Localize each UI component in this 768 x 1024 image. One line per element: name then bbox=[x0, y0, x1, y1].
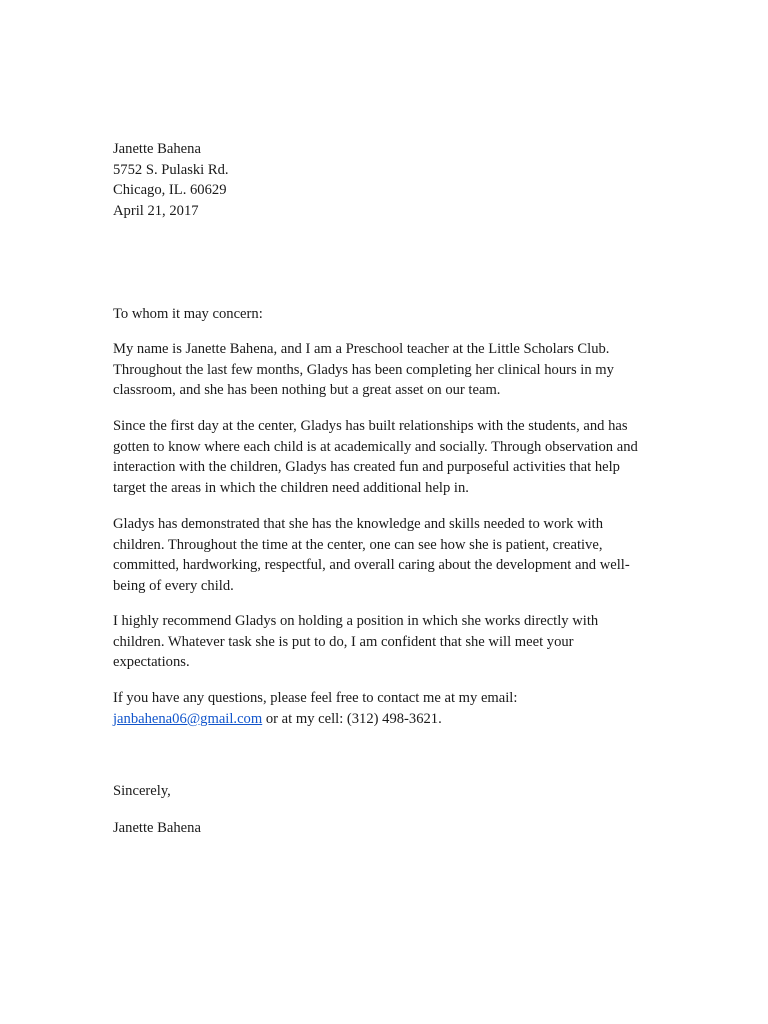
letter-date: April 21, 2017 bbox=[113, 202, 199, 219]
greeting-text: To whom it may concern: bbox=[113, 306, 263, 322]
sender-address-block bbox=[113, 139, 673, 221]
signature bbox=[113, 818, 673, 839]
paragraph-line: target the areas in which the children need additional help in. bbox=[113, 479, 469, 496]
closing-text: Sincerely, bbox=[113, 783, 171, 799]
paragraph-line: gotten to know where each child is at academically and socially. Through observation and bbox=[113, 438, 638, 455]
paragraph-3 bbox=[113, 514, 673, 596]
paragraph-line: My name is Janette Bahena, and I am a Preschool teacher at the Little Scholars Club. bbox=[113, 341, 610, 357]
paragraph-line: I highly recommend Gladys on holding a position in which she works directly with bbox=[113, 613, 599, 629]
contact-line-2 bbox=[113, 709, 673, 730]
paragraph-4 bbox=[113, 611, 673, 673]
paragraph-line: expectations. bbox=[113, 654, 190, 670]
paragraph-1 bbox=[113, 339, 673, 401]
closing bbox=[113, 781, 673, 802]
email-link[interactable]: janbahena06@gmail.com bbox=[113, 710, 263, 727]
paragraph-line: interaction with the children, Gladys has created fun and purposeful activities that help bbox=[113, 459, 620, 475]
sender-street: 5752 S. Pulaski Rd. bbox=[113, 161, 229, 178]
sender-name: Janette Bahena bbox=[113, 141, 201, 157]
paragraph-line: committed, hardworking, respectful, and overall caring about the development and well- bbox=[113, 557, 630, 573]
paragraph-line: Gladys has demonstrated that she has the knowledge and skills needed to work with bbox=[113, 516, 604, 532]
signature-name: Janette Bahena bbox=[113, 820, 201, 836]
greeting bbox=[113, 304, 673, 325]
paragraph-line: children. Whatever task she is put to do, I am confident that she will meet your bbox=[113, 633, 574, 650]
cell-phone-text: or at my cell: (312) 498-3621. bbox=[262, 710, 442, 727]
paragraph-line: Throughout the last few months, Gladys has been completing her clinical hours in my bbox=[113, 361, 614, 378]
contact-paragraph bbox=[113, 688, 673, 729]
sender-city: Chicago, IL. 60629 bbox=[113, 182, 227, 198]
paragraph-2 bbox=[113, 416, 673, 498]
paragraph-line: children. Throughout the time at the center, one can see how she is patient, creative, bbox=[113, 536, 603, 553]
paragraph-line: Since the first day at the center, Gladys has built relationships with the students, and has bbox=[113, 418, 628, 434]
contact-line: If you have any questions, please feel free to contact me at my email: bbox=[113, 690, 518, 706]
paragraph-line: being of every child. bbox=[113, 577, 234, 594]
paragraph-line: classroom, and she has been nothing but a great asset on our team. bbox=[113, 382, 501, 398]
